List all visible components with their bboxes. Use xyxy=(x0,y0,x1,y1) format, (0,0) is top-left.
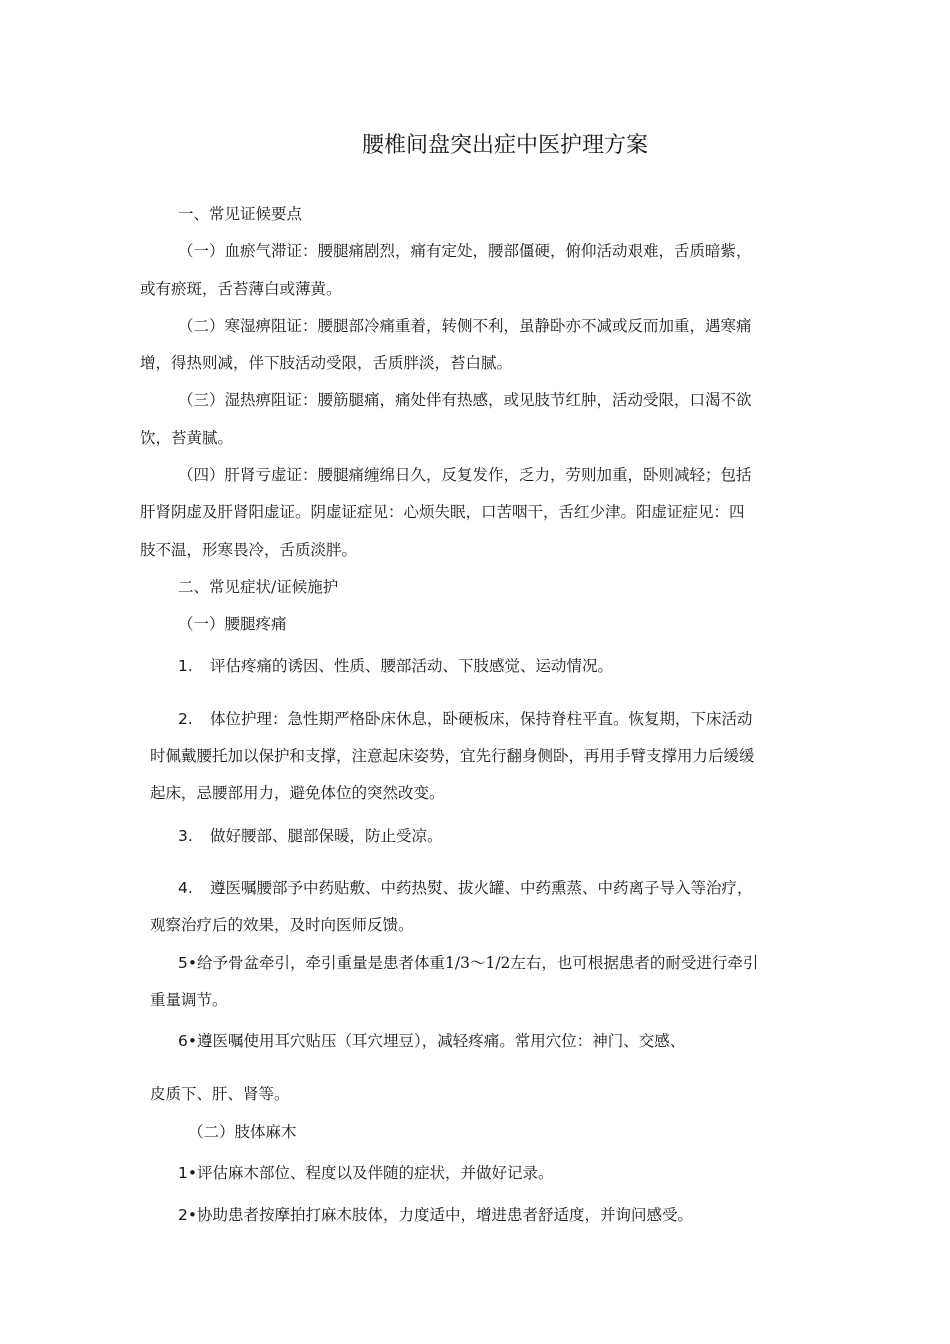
paragraph-line: 观察治疗后的效果，及时向医师反馈。 xyxy=(150,916,414,934)
item-text: 遵医嘱使用耳穴贴压（耳穴埋豆），减轻疼痛。常用穴位：神门、交感、 xyxy=(197,1032,686,1050)
item-number: 2• xyxy=(178,1206,198,1224)
item-text: 评估疼痛的诱因、性质、腰部活动、下肢感觉、运动情况。 xyxy=(210,657,614,675)
section-heading-1: 一、常见证候要点 xyxy=(178,205,303,223)
list-item xyxy=(178,1031,685,1051)
paragraph-line: 增，得热则减，伴下肢活动受限，舌质胖淡，苔白腻。 xyxy=(140,354,513,372)
paragraph-line: （二）寒湿痹阻证：腰腿部冷痛重着，转侧不利，虽静卧亦不减或反而加重，遇寒痛 xyxy=(178,317,752,335)
subsection-heading: （二）肢体麻木 xyxy=(188,1123,297,1141)
item-text: 协助患者按摩拍打麻木肢体，力度适中，增进患者舒适度，并询问感受。 xyxy=(197,1206,694,1224)
paragraph-line: （一）血瘀气滞证：腰腿痛剧烈，痛有定处，腰部僵硬，俯仰活动艰难，舌质暗紫， xyxy=(178,242,752,260)
item-text: 遵医嘱腰部予中药贴敷、中药热熨、拔火罐、中药熏蒸、中药离子导入等治疗， xyxy=(210,879,753,897)
document-title: 腰椎间盘突出症中医护理方案 xyxy=(361,133,648,158)
list-item xyxy=(178,826,443,846)
list-item xyxy=(178,953,758,973)
item-text: 做好腰部、腿部保暖，防止受凉。 xyxy=(210,827,443,845)
paragraph-line: 肝肾阴虚及肝肾阳虚证。阴虚证症见：心烦失眠，口苦咽干，舌红少津。阳虚证症见：四 xyxy=(140,503,745,521)
item-text: 评估麻木部位、程度以及伴随的症状，并做好记录。 xyxy=(197,1164,554,1182)
item-number: 3. xyxy=(178,827,193,845)
paragraph-line: 重量调节。 xyxy=(150,991,228,1009)
item-number: 6• xyxy=(178,1032,198,1050)
item-number: 5• xyxy=(178,954,198,972)
paragraph-line: 饮，苔黄腻。 xyxy=(140,429,234,447)
paragraph-line: （三）湿热痹阻证：腰筋腿痛，痛处伴有热感，或见肢节红肿，活动受限，口渴不欲 xyxy=(178,391,752,409)
list-item xyxy=(178,656,613,676)
subsection-heading: （一）腰腿疼痛 xyxy=(178,615,287,633)
paragraph-line: （四）肝肾亏虚证：腰腿痛缠绵日久，反复发作，乏力，劳则加重，卧则减轻；包括 xyxy=(178,466,752,484)
list-item xyxy=(178,709,753,729)
list-item xyxy=(178,1163,554,1183)
paragraph-line: 肢不温，形寒畏冷，舌质淡胖。 xyxy=(140,541,358,559)
paragraph-line: 皮质下、肝、肾等。 xyxy=(150,1085,290,1103)
paragraph-line: 时佩戴腰托加以保护和支撑，注意起床姿势，宜先行翻身侧卧，再用手臂支撑用力后缓缓 xyxy=(150,747,755,765)
paragraph-line: 起床，忌腰部用力，避免体位的突然改变。 xyxy=(150,784,445,802)
item-number: 2. xyxy=(178,710,193,728)
item-number: 1. xyxy=(178,657,193,675)
item-number: 4. xyxy=(178,879,193,897)
paragraph-line: 或有瘀斑，舌苔薄白或薄黄。 xyxy=(140,280,342,298)
list-item xyxy=(178,1205,693,1225)
item-number: 1• xyxy=(178,1164,198,1182)
list-item xyxy=(178,878,753,898)
section-heading-2: 二、常见症状/证候施护 xyxy=(178,578,339,596)
item-text: 给予骨盆牵引，牵引重量是患者体重1/3〜1/2左右，也可根据患者的耐受进行牵引 xyxy=(197,954,759,972)
item-text: 体位护理：急性期严格卧床休息，卧硬板床，保持脊柱平直。恢复期，下床活动 xyxy=(210,710,753,728)
